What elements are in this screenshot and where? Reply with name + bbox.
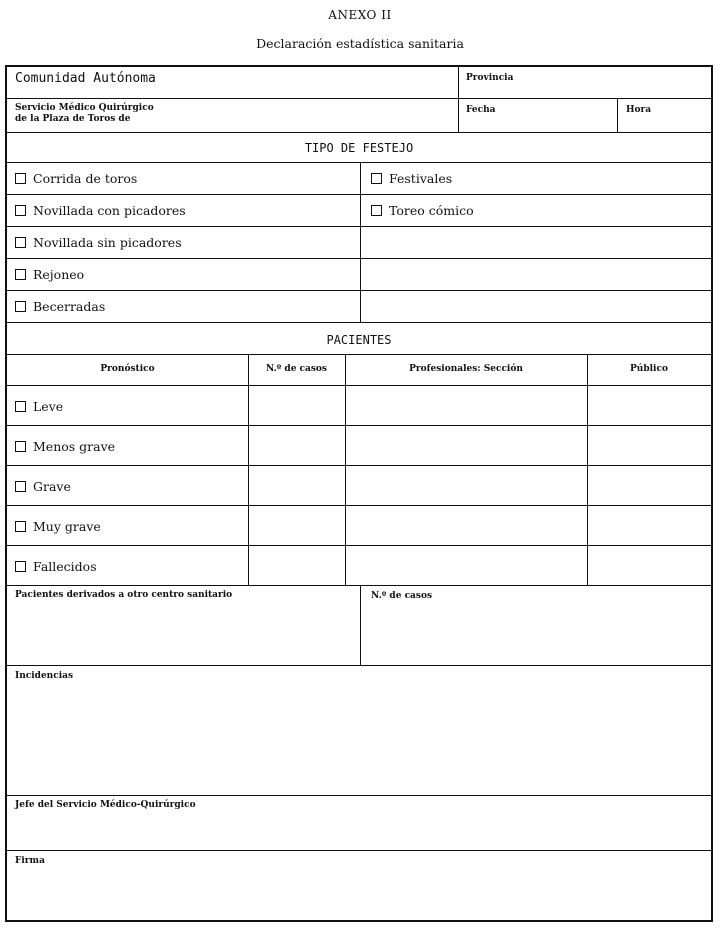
option-becerradas[interactable]: Becerradas <box>15 299 105 314</box>
checkbox-icon <box>15 301 26 312</box>
option-novillada-con-picadores[interactable]: Novillada con picadores <box>15 203 186 218</box>
festejo-title: TIPO DE FESTEJO <box>304 141 414 155</box>
col-pronostico: Pronóstico <box>100 364 155 374</box>
provincia-label: Provincia <box>466 73 514 83</box>
pronostico-leve[interactable]: Leve <box>15 399 63 414</box>
comunidad-label: Comunidad Autónoma <box>15 71 156 86</box>
option-novillada-sin-picadores[interactable]: Novillada sin picadores <box>15 235 182 250</box>
checkbox-icon <box>15 401 26 412</box>
pacientes-title: PACIENTES <box>326 333 392 347</box>
col-publico: Público <box>630 364 668 374</box>
checkbox-icon <box>15 173 26 184</box>
checkbox-icon <box>15 481 26 492</box>
pronostico-fallecidos[interactable]: Fallecidos <box>15 559 97 574</box>
declaration-form <box>5 65 713 922</box>
fecha-label: Fecha <box>466 105 496 115</box>
jefe-label: Jefe del Servicio Médico-Quirúrgico <box>15 800 196 810</box>
checkbox-icon <box>15 269 26 280</box>
checkbox-icon <box>15 561 26 572</box>
option-festivales[interactable]: Festivales <box>371 171 452 186</box>
pronostico-grave[interactable]: Grave <box>15 479 71 494</box>
checkbox-icon <box>15 521 26 532</box>
derivados-label: Pacientes derivados a otro centro sanitario <box>15 590 233 600</box>
pronostico-menos-grave[interactable]: Menos grave <box>15 439 115 454</box>
option-toreo-comico[interactable]: Toreo cómico <box>371 203 474 218</box>
derivados-casos-label: N.º de casos <box>371 591 433 601</box>
hora-label: Hora <box>626 105 652 115</box>
annex-heading: ANEXO II <box>328 8 392 22</box>
col-profesionales: Profesionales: Sección <box>409 364 523 374</box>
col-casos: N.º de casos <box>265 364 328 374</box>
pronostico-muy-grave[interactable]: Muy grave <box>15 519 101 534</box>
firma-label: Firma <box>15 856 45 866</box>
checkbox-icon <box>15 205 26 216</box>
checkbox-icon <box>371 173 382 184</box>
form-title: Declaración estadística sanitaria <box>256 36 464 51</box>
checkbox-icon <box>15 237 26 248</box>
option-corrida[interactable]: Corrida de toros <box>15 171 137 186</box>
checkbox-icon <box>15 441 26 452</box>
option-rejoneo[interactable]: Rejoneo <box>15 267 84 282</box>
servicio-label-1: Servicio Médico Quirúrgico <box>15 103 154 113</box>
incidencias-label: Incidencias <box>15 671 74 681</box>
checkbox-icon <box>371 205 382 216</box>
servicio-label-2: de la Plaza de Toros de <box>15 114 131 124</box>
